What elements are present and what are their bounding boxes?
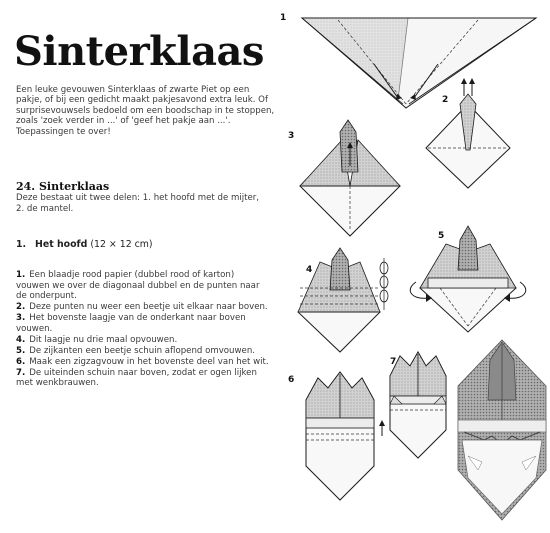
step-number: 3. (16, 313, 26, 323)
step-number: 2. (16, 302, 26, 312)
subsection-dimensions: (12 × 12 cm) (90, 239, 153, 250)
subsection-heading (16, 239, 153, 250)
step-item (16, 335, 270, 346)
step-number: 6. (16, 356, 26, 367)
figure-label-6: 6 (288, 375, 295, 385)
step-item (16, 313, 270, 334)
step-number: 5. (16, 345, 26, 356)
step-text: Deze punten nu weer een beetje uit elkaar naar boven. (29, 302, 268, 312)
section-title: 24. Sinterklaas (16, 180, 110, 193)
fold-figure-3 (288, 120, 400, 236)
step-text: Maak een zigzagvouw in het bovenste deel van het wit. (29, 356, 269, 367)
fold-figure-5 (410, 226, 526, 332)
step-item (16, 357, 270, 368)
step-item (16, 302, 270, 313)
step-item (16, 368, 270, 389)
step-text: Dit laagje nu drie maal opvouwen. (29, 334, 178, 345)
page-title: Sinterklaas (14, 28, 264, 75)
step-item (16, 346, 270, 357)
step-text: De uiteinden schuin naar boven, zodat er ogen lijken met wenkbrauwen. (16, 367, 257, 388)
step-item (16, 270, 270, 302)
step-text: Het bovenste laagje van de onderkant naar boven vouwen. (16, 313, 246, 334)
step-text: De zijkanten een beetje schuin aflopend omvouwen. (29, 345, 255, 356)
finished-sinterklaas-head (458, 340, 546, 520)
fold-figure-1 (280, 13, 536, 108)
subsection-title: Het hoofd (35, 239, 88, 250)
figure-label-7: 7 (390, 357, 397, 367)
figure-label-5: 5 (438, 231, 445, 241)
intro-paragraph: Een leuke gevouwen Sinterklaas of zwarte Piet op een pakje, of bij een gedicht maakt pakjesavond extra leuk. Of surprisevouwsels bedoeld om een boodschap in te stoppen, zoals 'zoek verder in ...' of 'geef het pakje aan ...'. Toepassingen te over! (16, 85, 275, 137)
subsection-number: 1. (16, 239, 27, 250)
figure-label-3: 3 (288, 131, 295, 141)
section-description: Deze bestaat uit twee delen: 1. het hoofd met de mijter, 2. de mantel. (16, 193, 260, 214)
step-text: Een blaadje rood papier (dubbel rood of karton) vouwen we over de diagonaal dubbel en de punten naar de onderpunt. (16, 270, 260, 301)
step-number: 7. (16, 367, 26, 378)
figure-label-1: 1 (280, 13, 287, 23)
fold-figure-6 (288, 372, 385, 500)
step-list (16, 270, 270, 389)
fold-figure-7 (390, 352, 446, 458)
figure-label-4: 4 (306, 265, 313, 275)
folding-diagrams (278, 0, 550, 533)
step-number: 4. (16, 334, 26, 345)
fold-figure-2 (426, 78, 510, 188)
fold-figure-4 (298, 248, 388, 352)
figure-label-2: 2 (442, 95, 449, 105)
step-number: 1. (16, 270, 26, 280)
